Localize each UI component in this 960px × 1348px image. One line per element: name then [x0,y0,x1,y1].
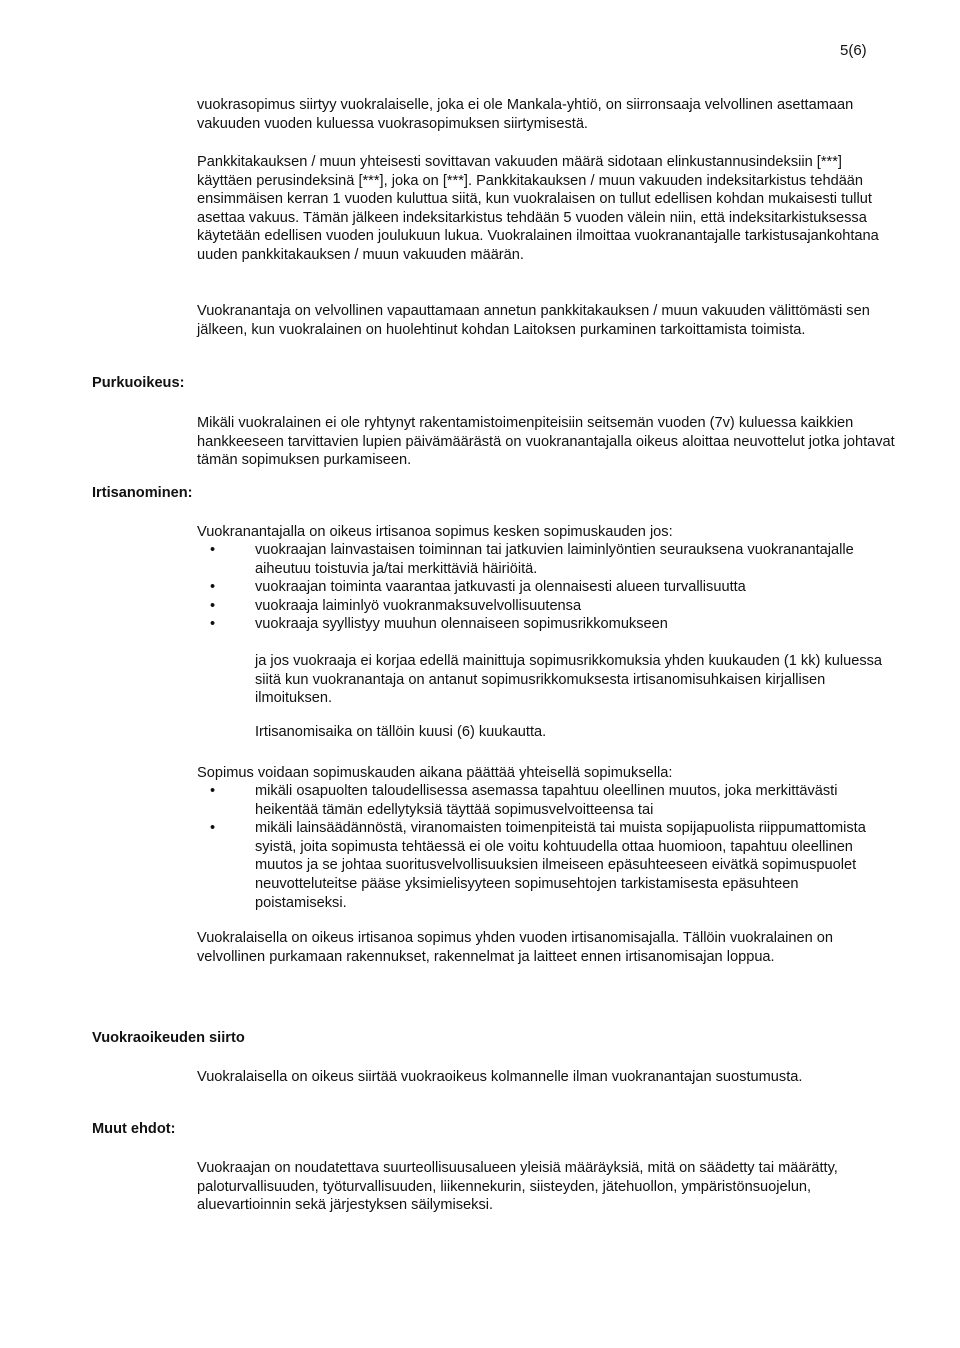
paragraph-irtisanomisaika: Irtisanomisaika on tällöin kuusi (6) kuukautta. [255,724,547,740]
paragraph-vakuuden-vapautus: Vuokranantaja on velvollinen vapauttamaan annetun pankkitakauksen / muun vakuuden välittömästi sen jälkeen, kun vuokralainen on huolehtinut kohdan Laitoksen purkaminen tarkoittamista toimista. [197,303,870,338]
list-item [197,615,877,634]
list-irtisanomisperusteet [197,541,877,634]
list-item [197,782,877,819]
list-item [197,819,877,912]
paragraph-korjausaika: ja jos vuokraaja ei korjaa edellä mainittuja sopimusrikkomuksia yhden kuukauden (1 kk) kuluessa siitä kun vuokranantaja on antanut sopimusrikkomuksesta irtisanomisuhkaisen kirjallisen ilmoituksen. [255,653,883,707]
list-item-text: vuokraajan toiminta vaarantaa jatkuvasti ja olennaisesti alueen turvallisuutta [255,579,746,596]
list-item-text: vuokraaja laiminlyö vuokranmaksuvelvollisuutensa [255,597,582,614]
label-purkuoikeus: Purkuoikeus: [92,375,185,391]
list-item-text: vuokraajan lainvastaisen toiminnan tai jatkuvien laiminlyöntien seurauksena vuokranantajalle aiheutuu toistuvia ja/tai merkittäviä häiriöitä. [255,542,854,577]
label-irtisanominen: Irtisanominen: [92,485,193,501]
paragraph-vuokralaisen-irtisanominen: Vuokralaisella on oikeus irtisanoa sopimus yhden vuoden irtisanomisajalla. Tällöin vuokralainen on velvollinen purkamaan rakennukset, rakennelmat ja laitteet ennen irtisanomisajan loppua. [197,930,834,965]
label-muut-ehdot: Muut ehdot: [92,1121,176,1137]
list-item [197,541,877,578]
bullet-icon: • [210,542,216,558]
paragraph-purkuoikeus: Mikäli vuokralainen ei ole ryhtynyt rakentamistoimenpiteisiin seitsemän vuoden (7v) kuluessa kaikkien hankkeeseen tarvittavien lupien päivämäärästä on vuokranantajalla oikeus aloittaa neuvottelut jotka johtavat tämän sopimuksen purkamiseen. [197,415,895,469]
bullet-icon: • [210,616,216,633]
paragraph-yhteinen-paattaminen: Sopimus voidaan sopimuskauden aikana päättää yhteisellä sopimuksella: [197,765,673,781]
page-number: 5(6) [840,42,867,59]
label-vuokraoikeuden-siirto: Vuokraoikeuden siirto [92,1030,245,1046]
paragraph-irtisanomisoikeus: Vuokranantajalla on oikeus irtisanoa sopimus kesken sopimuskauden jos: [197,524,673,540]
paragraph-vakuus-siirto: vuokrasopimus siirtyy vuokralaiselle, joka ei ole Mankala-yhtiö, on siirronsaaja velvollinen asettamaan vakuuden vuoden kuluessa vuokrasopimuksen siirtymisestä. [197,97,854,132]
list-paattamisperusteet [197,782,877,912]
bullet-icon: • [210,820,216,837]
paragraph-vuokraoikeuden-siirto: Vuokralaisella on oikeus siirtää vuokraoikeus kolmannelle ilman vuokranantajan suostumusta. [197,1069,803,1085]
list-item-text: vuokraaja syyllistyy muuhun olennaiseen sopimusrikkomukseen [255,616,668,633]
list-item-text: mikäli osapuolten taloudellisessa asemassa tapahtuu oleellinen muutos, joka merkittävästi heikentää tämän edellytyksiä täyttää sopimusvelvoitteensa tai [255,783,838,818]
list-item [197,597,877,616]
bullet-icon: • [210,783,216,799]
list-item-text: mikäli lainsäädännöstä, viranomaisten toimenpiteistä tai muista sopijapuolista riippumattomista syistä, joita sopimusta tehtäessä ei ole voitu kohtuudella ottaa huomioon, tapahtuu oleellinen muutos ja se johtaa suoritusvelvollisuuksien ilmeiseen epäsuhteeseen eivätkä sopimuspuolet neuvotteluteitse pääse yksimielisyyteen sopimusehtojen tarkistamisesta epäsuhteen poistamiseksi. [255,820,866,911]
paragraph-indeksitarkistus: Pankkitakauksen / muun yhteisesti sovittavan vakuuden määrä sidotaan elinkustannusindeksiin [***] käyttäen perusindeksinä [***], joka on [***]. Pankkitakauksen / muun vakuuden indeksitarkistus tehdään ensimmäisen kerran 1 vuoden kuluttua siitä, kun vuokralaisen on tullut edellisen kohdan mukaisesti tullut asettaa vakuus. Tämän jälkeen indeksitarkistus tehdään 5 vuoden välein niin, että indeksitarkistuksessa käytetään edellisen vuoden joulukuun lukua. Vuokralainen ilmoittaa vuokranantajalle tarkistusajankohtana uuden pankkitakauksen / muun vakuuden määrän. [197,154,879,263]
bullet-icon: • [210,597,216,614]
list-item [197,578,877,597]
paragraph-muut-ehdot: Vuokraajan on noudatettava suurteollisuusalueen yleisiä määräyksiä, mitä on säädetty tai määrätty, paloturvallisuuden, työturvallisuuden, liikennekurin, siisteyden, jätehuollon, ympäristönsuojelun, aluevartioinnin sekä järjestyksen säilymiseksi. [197,1160,838,1214]
bullet-icon: • [210,579,216,596]
